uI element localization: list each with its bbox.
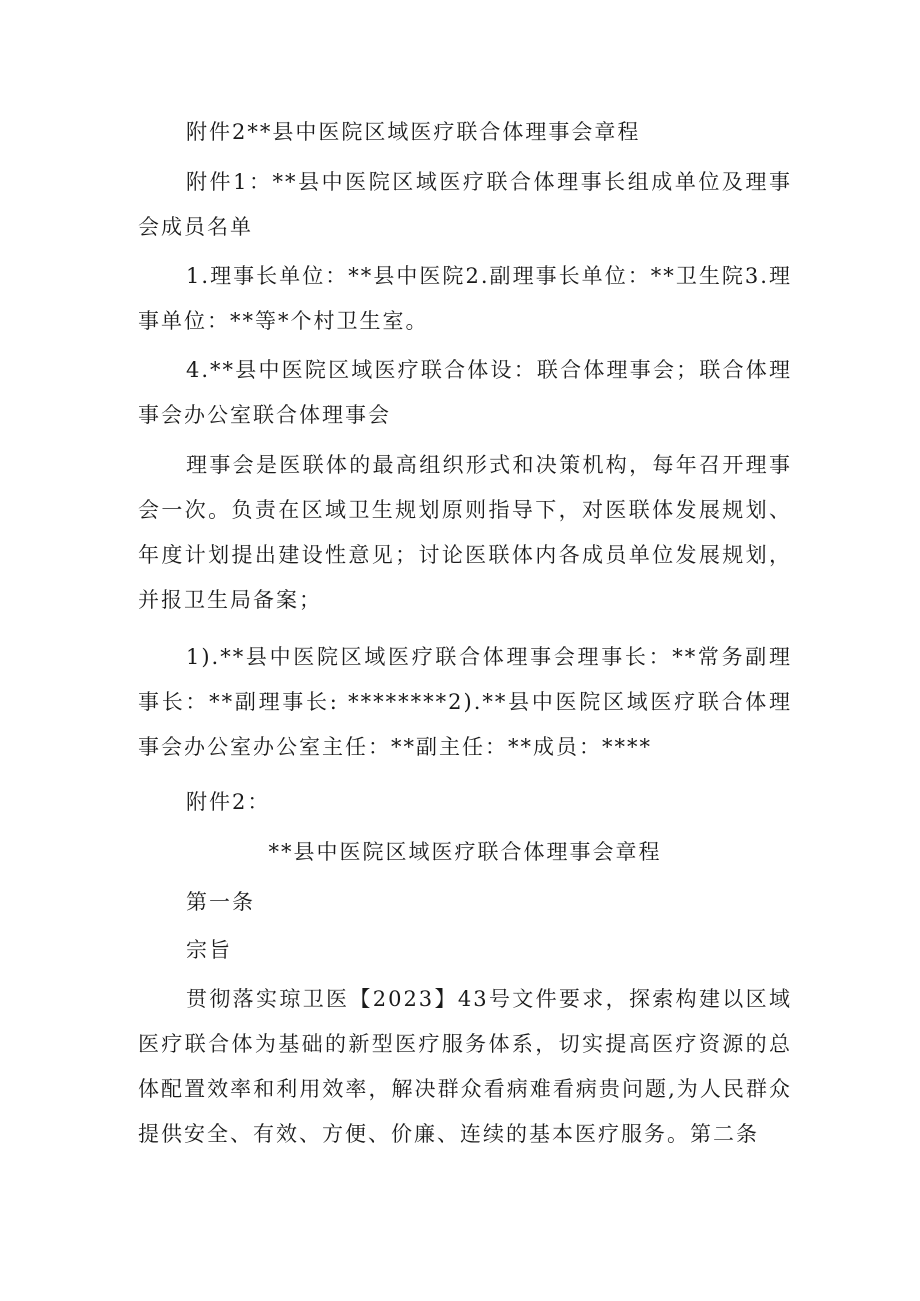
- council-members-paragraph: 1).**县中医院区域医疗联合体理事会理事长：**常务副理事长：**副理事长: ********2).**县中医院区域医疗联合体理事会办公室办公室主任：**副主任：**成员：****: [138, 645, 792, 759]
- charter-title: **县中医院区域医疗联合体理事会章程: [268, 840, 662, 864]
- purpose-heading: 宗旨: [186, 938, 232, 962]
- attachment-2-heading-line: 附件2**县中医院区域医疗联合体理事会章程: [186, 120, 641, 144]
- article-one-heading: 第一条: [186, 890, 255, 914]
- purpose-paragraph: 贯彻落实琼卫医【2023】43号文件要求，探索构建以区域医疗联合体为基础的新型医疗服务体系，切实提高医疗资源的总体配置效率和利用效率，解决群众看病难看病贵问题,为人民群众提供安全、有效、方便、价廉、连续的基本医疗服务。第二条: [138, 987, 792, 1146]
- attachment-2-label: 附件2：: [186, 790, 271, 814]
- member-units-paragraph: 1.理事长单位：**县中医院2.副理事长单位：**卫生院3.理事单位：**等*个村卫生室。: [138, 264, 792, 333]
- organization-structure-paragraph: 4.**县中医院区域医疗联合体设：联合体理事会；联合体理事会办公室联合体理事会: [138, 358, 792, 427]
- council-duties-paragraph: 理事会是医联体的最高组织形式和决策机构，每年召开理事会一次。负责在区域卫生规划原则指导下，对医联体发展规划、年度计划提出建设性意见；讨论医联体内各成员单位发展规划，并报卫生局备案；: [138, 453, 792, 612]
- attachment-1-title: 附件1：**县中医院区域医疗联合体理事长组成单位及理事会成员名单: [138, 170, 792, 239]
